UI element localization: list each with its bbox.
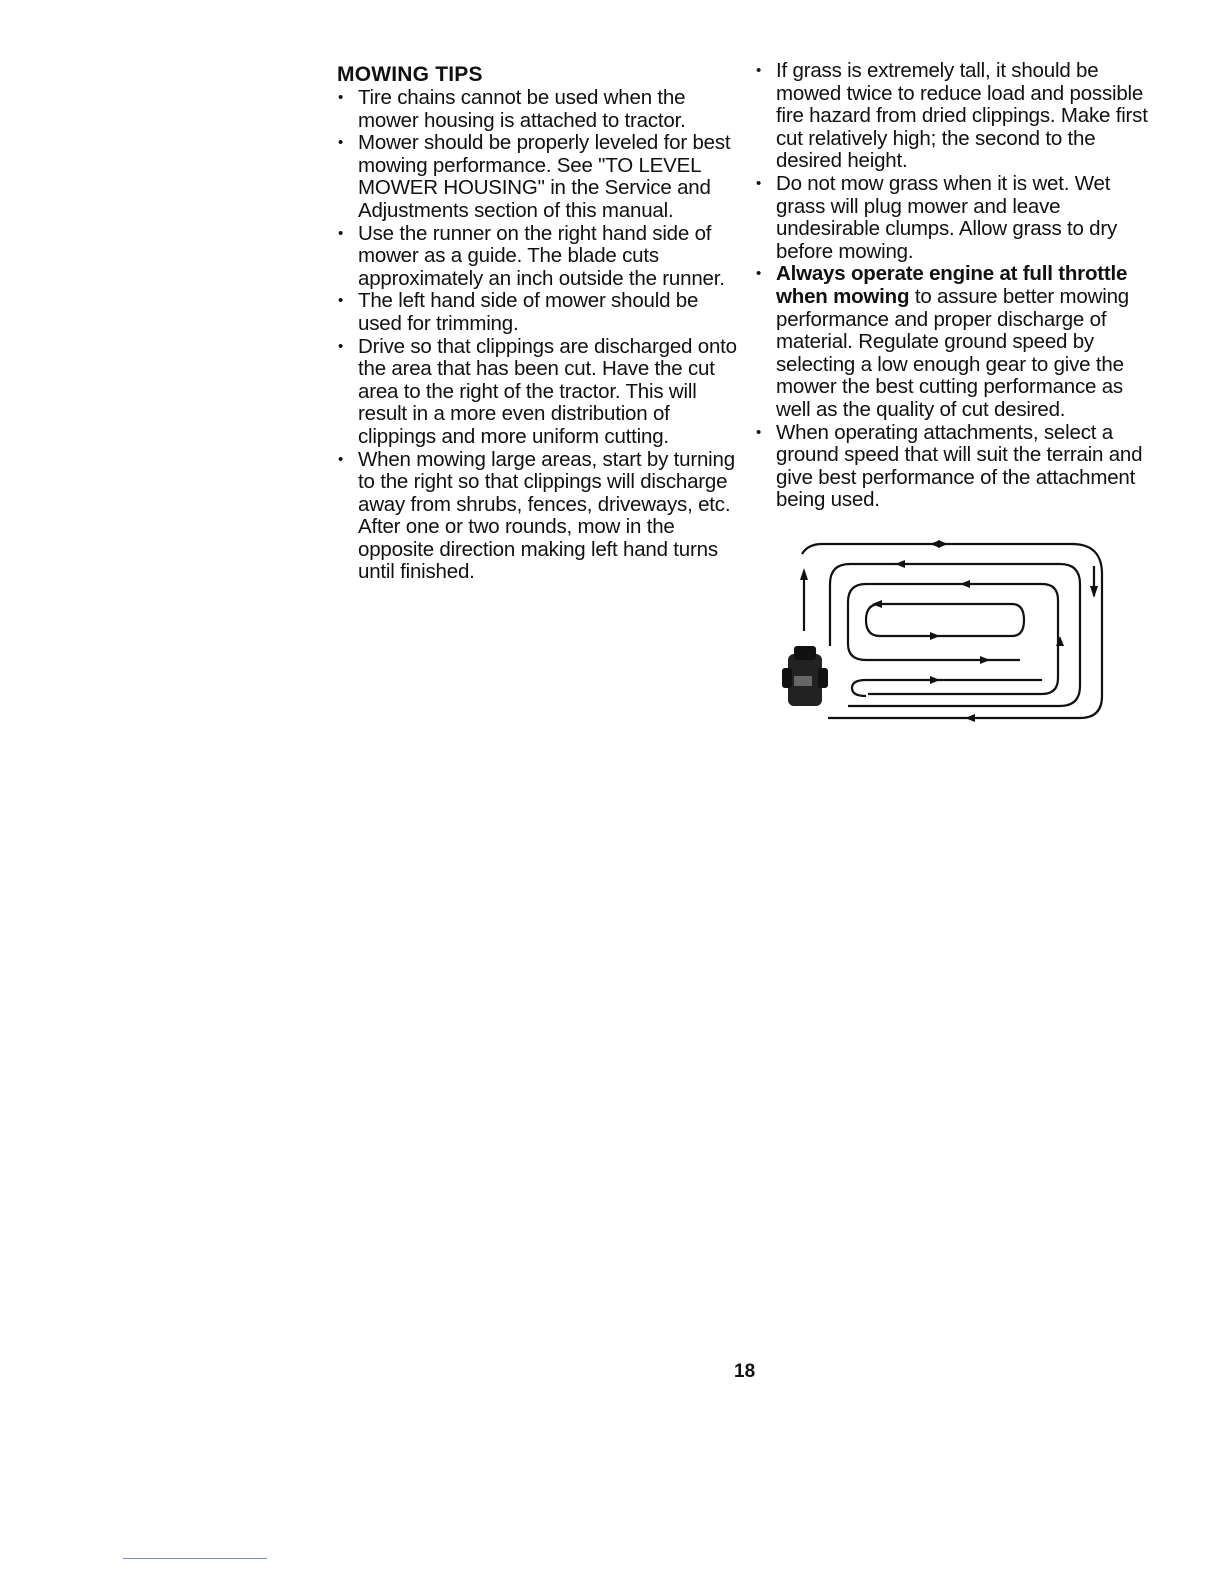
right-tips-list xyxy=(755,60,1150,512)
arrow-third-left xyxy=(960,580,970,588)
tip-trimming: • The left hand side of mower should be used for trimming. xyxy=(337,290,737,335)
arrow-lower-right xyxy=(980,656,990,664)
tip-wet-grass: • Do not mow grass when it is wet. Wet grass will plug mower and leave undesirable clumps. Allow grass to dry before mowing. xyxy=(755,173,1150,263)
tip-runner-guide: • Use the runner on the right hand side of mower as a guide. The blade cuts approximately an inch outside the runner. xyxy=(337,223,737,291)
tip-large-areas: • When mowing large areas, start by turning to the right so that clippings will discharge away from shrubs, fences, driveways, etc. After one or two rounds, mow in the opposite direction making left hand turns until finished. xyxy=(337,449,737,585)
right-column xyxy=(755,60,1150,512)
throttle-emphasis: Always operate engine at full throttle when mowing xyxy=(776,262,1128,308)
arrow-second-left xyxy=(895,560,905,568)
tip-full-throttle xyxy=(755,263,1150,421)
mowing-path-third xyxy=(848,584,1058,694)
throttle-rest: to assure better mowing performance and proper discharge of material. Regulate ground speed by selecting a low enough gear to give the mower the best cutting performance as well as the quality of cut desired. xyxy=(776,284,1129,421)
left-column xyxy=(337,60,737,584)
arrow-bottom-right xyxy=(930,676,940,684)
arrow-inner-right xyxy=(930,632,940,640)
mowing-pattern-diagram xyxy=(780,536,1110,726)
mowing-path-inner xyxy=(866,604,1024,636)
tip-attachments: • When operating attachments, select a ground speed that will suit the terrain and give best performance of the attachment being used. xyxy=(755,422,1150,512)
arrow-inner-left xyxy=(872,600,882,608)
footer-rule xyxy=(123,1558,267,1559)
arrow-left-up xyxy=(800,568,808,580)
arrow-bottom-left xyxy=(965,714,975,722)
tip-tire-chains: • Tire chains cannot be used when the mower housing is attached to tractor. xyxy=(337,87,737,132)
page-number: 18 xyxy=(734,1361,756,1382)
left-tips-list xyxy=(337,87,737,584)
arrow-right-down xyxy=(1090,586,1098,598)
tractor-icon xyxy=(782,646,828,706)
tip-clippings-discharge: • Drive so that clippings are discharged onto the area that has been cut. Have the cut area to the right of the tractor. This will result in a more even distribution of clippings and more uniform cutting. xyxy=(337,336,737,449)
arrow-top-right-2 xyxy=(938,540,948,548)
section-heading: MOWING TIPS xyxy=(337,63,483,86)
tip-level-mower: • Mower should be properly leveled for best mowing performance. See "TO LEVEL MOWER HOUSING" in the Service and Adjustments section of this manual. xyxy=(337,132,737,222)
tip-tall-grass: • If grass is extremely tall, it should be mowed twice to reduce load and possible fire hazard from dried clippings. Make first cut relatively high; the second to the desired height. xyxy=(755,60,1150,173)
